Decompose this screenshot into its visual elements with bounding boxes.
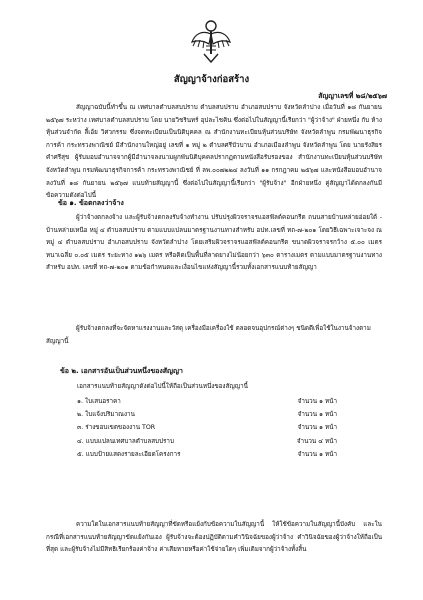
attachment-list	[77, 395, 337, 461]
attachment-name: ๒. ใบแจ้งปริมาณงาน	[77, 411, 135, 419]
garuda-emblem-icon	[190, 16, 232, 64]
clause-2-heading: ข้อ ๒. เอกสารอันเป็นส่วนหนึ่งของสัญญา	[60, 367, 183, 375]
attachment-pages: จำนวน ๑ หน้า	[297, 424, 337, 432]
list-item	[77, 435, 337, 448]
attachment-pages: จำนวน ๔ หน้า	[296, 437, 337, 445]
list-item	[77, 395, 337, 408]
clause-1-heading: ข้อ ๑. ข้อตกลงว่าจ้าง	[58, 199, 124, 207]
attachment-name: ๕. แบบป้ายแสดงรายละเอียดโครงการ	[77, 450, 181, 458]
list-item	[77, 421, 337, 434]
attachment-pages: จำนวน ๑ หน้า	[297, 398, 337, 405]
document-title: สัญญาจ้างก่อสร้าง	[173, 74, 250, 85]
contract-number: สัญญาเลขที่ ๒๘/๒๕๖๗	[318, 92, 387, 100]
list-item	[77, 408, 337, 421]
attachment-pages: จำนวน ๑ หน้า	[297, 411, 337, 419]
clause-2-intro: เอกสารแนบท้ายสัญญาดังต่อไปนี้ให้ถือเป็นส่วนหนึ่งของสัญญานี้	[77, 383, 248, 390]
list-item	[77, 448, 337, 461]
clause-2-precedence-paragraph: ความใดในเอกสารแนบท้ายสัญญาที่ขัดหรือแย้งกับข้อความในสัญญานี้ ให้ใช้ข้อความในสัญญานี้บังคับ และในกรณีที่เอกสารแนบท้ายสัญญาขัดแย้งกันเอง ผู้รับจ้างจะต้องปฏิบัติตามคำวินิจฉัยของผู้ว่าจ้าง คำวินิจฉัยของผู้ว่าจ้างให้ถือเป็นที่สุด และผู้รับจ้างไม่มีสิทธิเรียกร้องค่าจ้าง ค่าเสียหายหรือค่าใช้จ่ายใดๆ เพิ่มเติมจากผู้ว่าจ้างทั้งสิ้น	[46, 521, 382, 554]
clause-1-paragraph-2: ผู้รับจ้างตกลงที่จะจัดหาแรงงานและวัสดุ เครื่องมือเครื่องใช้ ตลอดจนอุปกรณ์ต่างๆ ชนิดดีเพื่อใช้ในงานจ้างตามสัญญานี้	[46, 325, 371, 345]
attachment-name: ๔. แบบแปลนเทศบาลตำบลสบปราบ	[77, 437, 174, 445]
clause-1-paragraph: ผู้ว่าจ้างตกลงจ้าง และผู้รับจ้างตกลงรับจ้างทำงาน ปรับปรุงผิวจราจรแอสฟัลต์คอนกรีต ถนนสายบ้านหล่ายอ่อยใต้ - บ้านหล่ายเหนือ หมู่ ๔ ตำบลสบปราบ ตามแบบแปลนมาตรฐานงานทางสำหรับ อปท.เลขที่ ทถ-๗-๒๐๑ โดยวิธีเฉพาะเจาะจง ณ หมู่ ๔ ตำบลสบปราบ อำเภอสบปราบ จังหวัดลำปาง โดยเสริมผิวจราจรแอสฟัลต์คอนกรีต ขนาดผิวจราจรกว้าง ๕.๐๐ เมตร หนาเฉลี่ย ๐.๐๕ เมตร ระยะทาง ๑๒๖ เมตร หรือคิดเป็นพื้นที่ลาดยางไม่น้อยกว่า ๖๓๐ ตารางเมตร ตามแบบมาตรฐานงานทางสำหรับ อปท. เลขที่ ทถ-๗-๒๐๑ ตามข้อกำหนดและเงื่อนไขแห่งสัญญานี้รวมทั้งเอกสารแนบท้ายสัญญา	[46, 214, 382, 272]
attachment-name: ๓. ร่างขอบเขตของงาน TOR	[77, 424, 156, 432]
intro-text: สัญญาฉบับนี้ทำขึ้น ณ เทศบาลตำบลสบปราบ ตำบลสบปราบ อำเภอสบปราบ จังหวัดลำปาง เมื่อวันที่ ๑๘ กันยายน ๒๕๖๗ ระหว่าง เทศบาลตำบลสบปราบ โดย นายวิชรินทร์ อุปละไชคิน ซึ่งต่อไปในสัญญานี้เรียกว่า "ผู้ว่าจ้าง" ฝ่ายหนึ่ง กับ ห้างหุ้นส่วนจำกัด ลี้เอ้ย วิศวกรรม ซึ่งจดทะเบียนเป็นนิติบุคคล ณ สำนักงานทะเบียนหุ้นส่วนบริษัท จังหวัดลำพูน กรมพัฒนาธุรกิจการค้า กระทรวงพาณิชย์ มีสำนักงานใหญ่อยู่ เลขที่ ๑ หมู่ ๒ ตำบลศรีบัวบาน อำเภอเมืองลำพูน จังหวัดลำพูน โดย นายรังสิยร คำศรีสุข ผู้รับมอบอำนาจจากผู้มีอำนาจลงนามผูกพันนิติบุคคลปรากฏตามหนังสือรับรองของ สำนักงานทะเบียนหุ้นส่วนบริษัท จังหวัดลำพูน กรมพัฒนาธุรกิจการค้า กระทรวงพาณิชย์ ที่ ลพ.๐๐๗๒๒๔ ลงวันที่ ๑๑ กรกฎาคม ๒๕๖๗ และหนังสือมอบอำนาจลงวันที่ ๑๘ กันยายน ๒๕๖๗ แนบท้ายสัญญานี้ ซึ่งต่อไปในสัญญานี้เรียกว่า "ผู้รับจ้าง" อีกฝ่ายหนึ่ง	[46, 104, 382, 187]
attachment-name: ๑. ใบเสนอราคา	[77, 398, 121, 405]
intro-end-text: คู่สัญญาได้ตกลงกันมีข้อความดังต่อไปนี้	[46, 179, 382, 200]
intro-paragraph	[46, 102, 382, 203]
attachment-pages: จำนวน ๑ หน้า	[297, 450, 337, 458]
